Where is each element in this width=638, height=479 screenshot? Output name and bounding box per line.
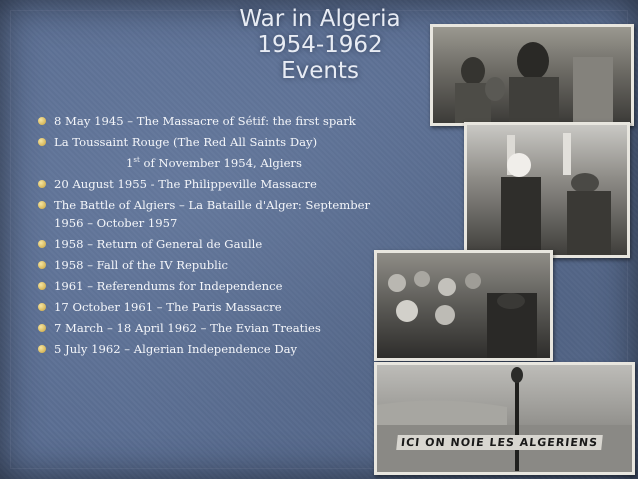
list-item-text: 17 October 1961 – The Paris Massacre: [54, 300, 282, 314]
bullet-icon: [38, 240, 46, 248]
bullet-icon: [38, 282, 46, 290]
photo-seine-graffiti: [374, 362, 635, 475]
list-item: [36, 112, 396, 130]
list-item-text: 5 July 1962 – Algerian Independence Day: [54, 342, 298, 356]
list-item: [36, 175, 396, 193]
bullet-icon: [38, 324, 46, 332]
ordinal-suffix: st: [133, 156, 140, 165]
bullet-icon: [38, 345, 46, 353]
bullet-icon: [38, 261, 46, 269]
list-item: [36, 256, 396, 274]
list-item: [36, 277, 396, 295]
bullet-icon: [38, 180, 46, 188]
list-item: [36, 340, 396, 358]
list-item-text: 1: [126, 156, 134, 170]
slide-title: [220, 6, 420, 84]
graffiti-text: ICI ON NOIE LES ALGERIENS: [396, 435, 603, 450]
bullet-icon: [38, 138, 46, 146]
list-item-text: The Battle of Algiers – La Bataille d'Alger: September 1956 – October 1957: [54, 198, 371, 230]
list-item-text: 8 May 1945 – The Massacre of Sétif: the first spark: [54, 114, 356, 128]
list-item-text: La Toussaint Rouge (The Red All Saints Day): [54, 135, 318, 149]
title-line-2: 1954-1962: [257, 32, 383, 58]
photo-crowd-de-gaulle: [374, 250, 553, 361]
bullet-icon: [38, 117, 46, 125]
photo-seine-image: [377, 365, 632, 472]
list-item-text: 7 March – 18 April 1962 – The Evian Treaties: [54, 321, 321, 335]
list-item: [36, 196, 396, 232]
photo-women-and-child-image: [433, 27, 631, 123]
photo-women-and-child: [430, 24, 634, 126]
bullet-icon: [38, 201, 46, 209]
list-item-text: 1958 – Fall of the IV Republic: [54, 258, 229, 272]
list-item-text: 1958 – Return of General de Gaulle: [54, 237, 263, 251]
photo-surrender: [464, 122, 630, 258]
title-line-3: Events: [281, 58, 359, 84]
photo-surrender-image: [467, 125, 627, 255]
list-item: [36, 235, 396, 253]
list-item: [36, 319, 396, 337]
list-item-text: 1961 – Referendums for Independence: [54, 279, 283, 293]
list-item: [36, 133, 396, 151]
list-item-text: 20 August 1955 - The Philippeville Massacre: [54, 177, 317, 191]
photo-crowd-image: [377, 253, 550, 358]
events-list: [36, 112, 396, 361]
list-item-subline: [36, 154, 396, 172]
list-item: [36, 298, 396, 316]
bullet-icon: [38, 303, 46, 311]
title-line-1: War in Algeria: [239, 6, 401, 32]
list-item-text: of November 1954, Algiers: [139, 156, 302, 170]
